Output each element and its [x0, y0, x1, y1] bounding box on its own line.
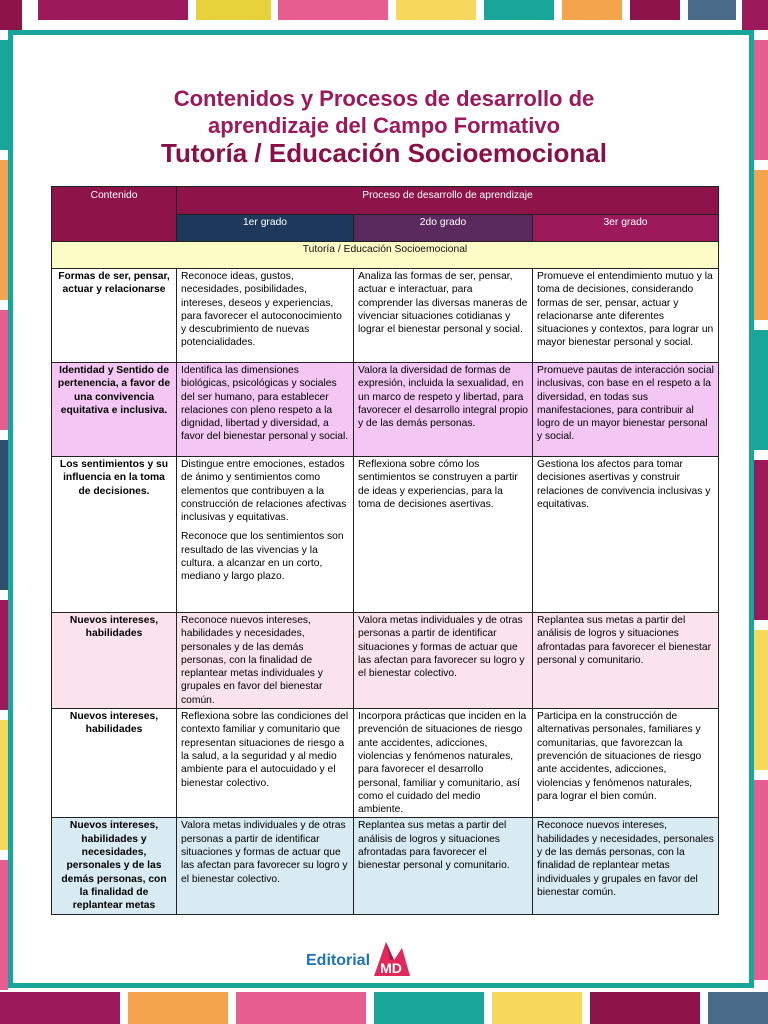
header-proceso: Proceso de desarrollo de aprendizaje	[177, 187, 719, 215]
contenido-cell: Nuevos intereses, habilidades	[52, 709, 177, 818]
md-logo-icon	[372, 938, 412, 978]
grado2-cell: Valora metas individuales y de otras personas a partir de identificar situaciones y formas de actuar que las afectan para favorecer su logro y el bienestar colectivo.	[354, 613, 533, 709]
table-row	[52, 613, 719, 709]
grado2-cell: Analiza las formas de ser, pensar, actuar e interactuar, para comprender las diversas maneras de vivenciar situaciones cotidianas y lograr el bienestar personal y social.	[354, 269, 533, 363]
main-title: Tutoría / Educación Socioemocional	[161, 138, 607, 168]
grado1-paragraph-1: Distingue entre emociones, estados de ánimo y sentimientos como elementos que contribuyen a la construcción de relaciones afectivas inclusivas y equitativas.	[181, 459, 347, 524]
logo-mark-text: MD	[380, 960, 402, 976]
title-line-2: aprendizaje del Campo Formativo	[207, 113, 561, 138]
grado1-cell: Reconoce ideas, gustos, necesidades, posibilidades, intereses, deseos y experiencias, para favorecer el autoconocimiento y descubrimiento de nuevas potencialidades.	[177, 269, 354, 363]
section-title: Tutoría / Educación Socioemocional	[52, 242, 719, 269]
grado1-cell: Identifica las dimensiones biológicas, psicológicas y sociales del ser humano, para establecer relaciones con pleno respeto a la dignidad, libertad y diversidad, a favor del bienestar personal y social.	[177, 363, 354, 457]
grado3-cell: Promueve pautas de interacción social inclusivas, con base en el respeto a la diversidad, en todas sus manifestaciones, para contribuir al logro de un mayor bienestar personal y social.	[533, 363, 719, 457]
header-grado-1: 1er grado	[177, 215, 354, 242]
contenido-cell: Los sentimientos y su influencia en la toma de decisiones.	[52, 457, 177, 613]
content-table	[51, 186, 719, 915]
logo-text: Editorial	[306, 952, 371, 969]
contenido-cell: Formas de ser, pensar, actuar y relacionarse	[52, 269, 177, 363]
grado1-cell: Reconoce nuevos intereses, habilidades y necesidades, personales y de las demás personas, con la finalidad de replantear metas individuales y grupales en favor del bienestar común.	[177, 613, 354, 709]
header-row	[52, 187, 719, 215]
grado2-cell: Valora la diversidad de formas de expresión, incluida la sexualidad, en un marco de respeto y libertad, para favorecer el desarrollo integral propio y de las demás personas.	[354, 363, 533, 457]
header-grado-2: 2do grado	[354, 215, 533, 242]
title-line-1: Contenidos y Procesos de desarrollo de	[173, 86, 595, 111]
header-contenido: Contenido	[52, 187, 177, 242]
grado3-cell: Participa en la construcción de alternativas personales, familiares y comunitarias, que favorezcan la prevención de situaciones de riesgo ante accidentes, adicciones, violencias y fenómenos naturales, para lograr el bien común.	[533, 709, 719, 818]
table-row	[52, 269, 719, 363]
grado3-cell: Promueve el entendimiento mutuo y la toma de decisiones, considerando formas de ser, pensar, actuar y relacionarse ante diferentes situaciones y contextos, para lograr un mayor bienestar personal y social.	[533, 269, 719, 363]
table-row	[52, 457, 719, 613]
grado2-cell: Reflexiona sobre cómo los sentimientos se construyen a partir de ideas y experiencias, para la toma de decisiones asertivas.	[354, 457, 533, 613]
grado3-cell: Reconoce nuevos intereses, habilidades y necesidades, personales y de las demás personas, con la finalidad de replantear metas individuales y grupales en favor del bienestar común.	[533, 818, 719, 914]
table-row	[52, 709, 719, 818]
section-row	[52, 242, 719, 269]
grado1-cell: Valora metas individuales y de otras personas a partir de identificar situaciones y formas de actuar que las afectan para favorecer su logro y el bienestar colectivo.	[177, 818, 354, 914]
contenido-cell: Identidad y Sentido de pertenencia, a favor de una convivencia equitativa e inclusiva.	[52, 363, 177, 457]
grado2-cell: Replantea sus metas a partir del análisis de logros y situaciones afrontadas para favorecer el bienestar personal y comunitario.	[354, 818, 533, 914]
table-row	[52, 363, 719, 457]
header-grado-3: 3er grado	[533, 215, 719, 242]
editorial-logo	[306, 938, 416, 978]
table-row	[52, 818, 719, 914]
grado1-cell	[177, 457, 354, 613]
contenido-cell: Nuevos intereses, habilidades	[52, 613, 177, 709]
grado3-cell: Replantea sus metas a partir del análisis de logros y situaciones afrontadas para favorecer el bienestar personal y comunitario.	[533, 613, 719, 709]
grado1-cell: Reflexiona sobre las condiciones del contexto familiar y comunitario que representan situaciones de riesgo a la salud, a la seguridad y al medio ambiente para el autocuidado y el bienestar colectivo.	[177, 709, 354, 818]
grado2-cell: Incorpora prácticas que inciden en la prevención de situaciones de riesgo ante accidentes, adicciones, violencias y fenómenos naturales, para favorecer el desarrollo personal, familiar y comunitario, así como el cuidado del medio ambiente.	[354, 709, 533, 818]
grado1-paragraph-2: Reconoce que los sentimientos son resultado de las vivencias y la cultura. a alcanzar en un corto, mediano y largo plazo.	[181, 531, 344, 583]
contenido-cell: Nuevos intereses, habilidades y necesidades, personales y de las demás personas, con la finalidad de replantear metas	[52, 818, 177, 914]
grado3-cell: Gestiona los afectos para tomar decisiones asertivas y construir relaciones de convivencia inclusivas y equitativas.	[533, 457, 719, 613]
